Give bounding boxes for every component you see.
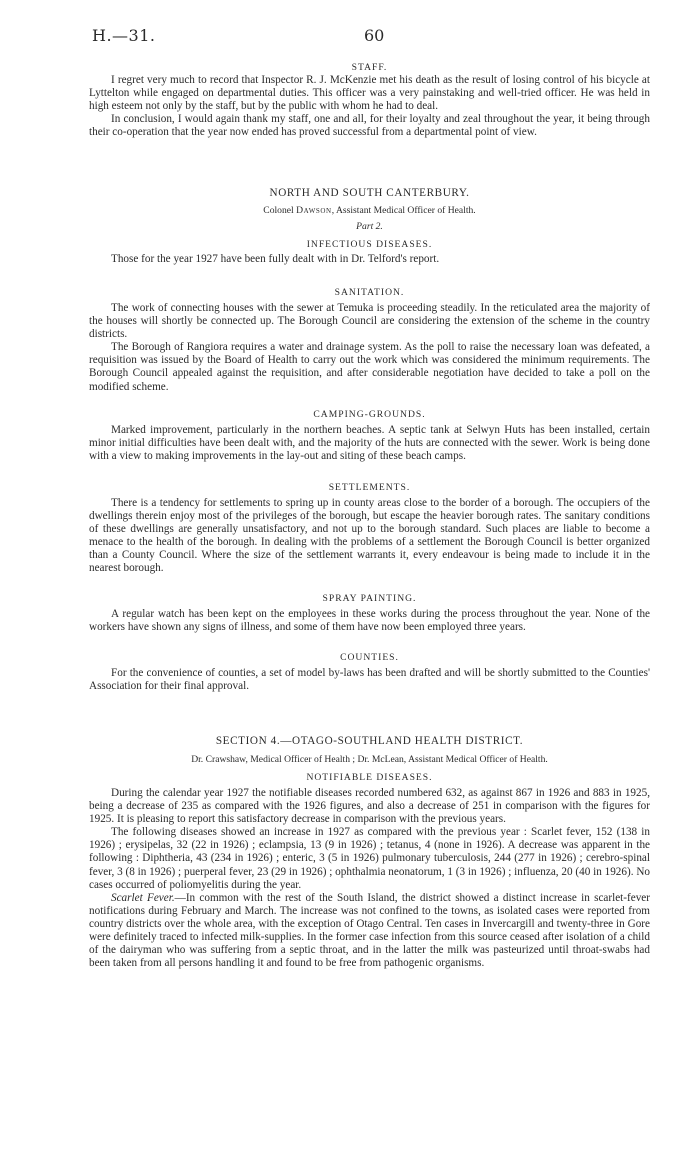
camping-text: Marked improvement, particularly in the northern beaches. A septic tank at Selwyn Huts has been installed, certain minor initial difficulties have been dealt with, and the majority of the huts are connected with the sewer. Work is being done with a view to making improvements in the lay-out and siting of these beach camps. (89, 424, 650, 463)
page-number: 60 (364, 26, 385, 45)
scarlet-fever-paragraph (89, 892, 650, 971)
infectious-text: Those for the year 1927 have been fully dealt with in Dr. Telford's report. (111, 253, 440, 265)
settlements-heading: SETTLEMENTS. (328, 482, 411, 493)
staff-paragraph-2: In conclusion, I would again thank my staff, one and all, for their loyalty and zeal throughout the year, it being through their co-operation that the year now ended has proved successful from a departmental point of view. (89, 113, 650, 139)
staff-heading: STAFF. (351, 62, 388, 73)
sanitation-heading: SANITATION. (334, 287, 405, 298)
part-label: Part 2. (356, 221, 383, 232)
counties-heading: COUNTIES. (340, 652, 399, 663)
scarlet-fever-text: —In common with the rest of the South Island, the district showed a distinct increase in scarlet-fever notifications during February and March. The increase was not confined to the towns, as isolated cases were reported from country districts over the whole area, with the exception of Otago Central. Ten cases in Invercargill and twenty-three in Gore were definitely traced to infected milk-supplies. In the former case infection from this source ceased after isolation of a child of the dairyman who was suffering from a septic throat, and in the latter the milk was pasteurized until throat-swabs had been taken from all persons handling it and found to be free from pathogenic organisms. (89, 891, 650, 970)
camping-heading: CAMPING-GROUNDS. (313, 409, 426, 420)
officer-surname: Dawson (296, 205, 332, 216)
settlements-block (89, 482, 650, 576)
staff-section (89, 62, 650, 139)
canterbury-title: NORTH AND SOUTH CANTERBURY. (269, 187, 470, 199)
infectious-diseases-block (89, 239, 650, 266)
counties-text: For the convenience of counties, a set of model by-laws has been drafted and will be shortly submitted to the Counties' Association for their final approval. (89, 667, 650, 693)
section-4-title: SECTION 4.—OTAGO-SOUTHLAND HEALTH DISTRICT. (215, 735, 524, 747)
sanitation-paragraph-1: The work of connecting houses with the sewer at Temuka is proceeding steadily. In the reticulated area the majority of the houses will shortly be connected up. The Borough Council are considering the extension of the scheme in the country districts. (89, 302, 650, 341)
otago-officers: Dr. Crawshaw, Medical Officer of Health ; Dr. McLean, Assistant Medical Officer of Health. (191, 754, 548, 765)
scarlet-fever-label: Scarlet Fever. (111, 891, 175, 904)
infectious-heading: INFECTIOUS DISEASES. (306, 239, 433, 250)
canterbury-section (89, 187, 650, 232)
notifiable-heading: NOTIFIABLE DISEASES. (306, 772, 433, 783)
settlements-text: There is a tendency for settlements to spring up in county areas close to the border of a borough. The occupiers of the dwellings therein enjoy most of the privileges of the borough, but escape the heavier borough rates. The sanitary conditions of these dwellings are generally unsatisfactory, and not up to the borough standard. Such places are liable to become a menace to the health of the borough. In dealing with the problems of a settlement the Borough Council is better organized than a County Council. Where the size of the settlement warrants it, every endeavour is being made to include it in the nearest borough. (89, 497, 650, 575)
spray-heading: SPRAY PAINTING. (322, 593, 417, 604)
camping-grounds-block (89, 409, 650, 463)
spray-painting-block (89, 593, 650, 634)
notifiable-paragraph-1: During the calendar year 1927 the notifiable diseases recorded numbered 632, as against 867 in 1926 and 883 in 1925, being a decrease of 235 as compared with the 1926 figures, and also a decrease of 251 in comparison with the figures for 1925. It is pleasing to report this satisfactory decrease in comparison with the previous years. (89, 787, 650, 826)
sanitation-paragraph-2: The Borough of Rangiora requires a water and drainage system. As the poll to raise the necessary loan was defeated, a requisition was issued by the Board of Health to carry out the work which was considered the minimum requirements. The Borough Council appealed against the requisition, and after considerable negotiation have decided to take a poll on the modified scheme. (89, 341, 650, 393)
staff-paragraph-1: I regret very much to record that Inspector R. J. McKenzie met his death as the result of losing control of his bicycle at Lyttelton while engaged on departmental duties. This officer was a very painstaking and well-tried officer. He was held in high esteem not only by the staff, but by the public with whom he had to deal. (89, 74, 650, 113)
paper-reference: H.—31. (92, 26, 156, 45)
canterbury-officer: Colonel Dawson, Assistant Medical Officer of Health. (263, 205, 476, 216)
notifiable-paragraph-2: The following diseases showed an increase in 1927 as compared with the previous year : Scarlet fever, 152 (138 in 1926) ; erysipelas, 32 (22 in 1926) ; eclampsia, 13 (9 in 1926) ; tetanus, 4 (none in 1926). A decrease was apparent in the following : Diphtheria, 43 (234 in 1926) ; enteric, 3 (5 in 1926) pulmonary tuberculosis, 244 (277 in 1926) ; cerebro-spinal fever, 3 (8 in 1926) ; puerperal fever, 23 (29 in 1926) ; ophthalmia neonatorum, 1 (3 in 1926) ; influenza, 20 (40 in 1926). No cases occurred of poliomyelitis during the year. (89, 826, 650, 891)
otago-section (89, 735, 650, 970)
counties-block (89, 652, 650, 693)
sanitation-block (89, 287, 650, 394)
spray-text: A regular watch has been kept on the employees in these works during the process throughout the year. None of the workers have shown any signs of illness, and some of them have now been employed three years. (89, 608, 650, 634)
